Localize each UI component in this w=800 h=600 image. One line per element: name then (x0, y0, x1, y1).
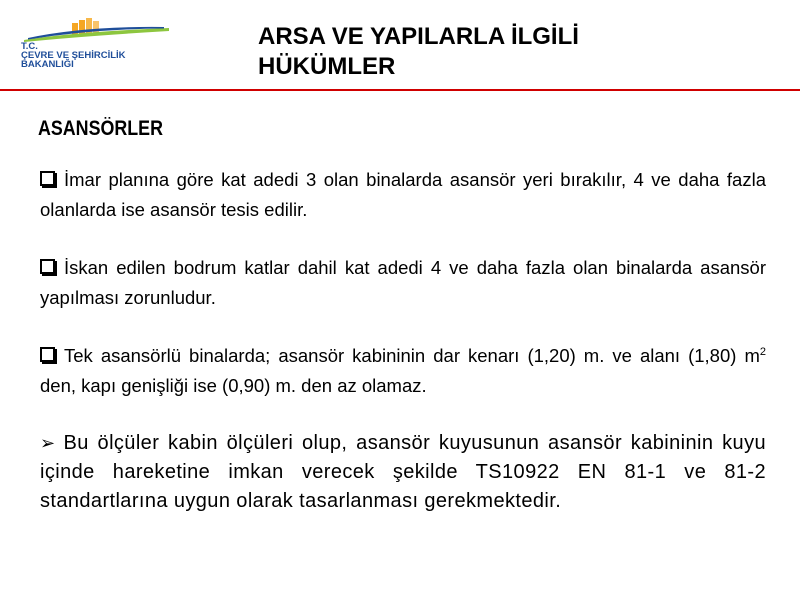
list-item-text: Bu ölçüler kabin ölçüleri olup, asansör kuyusunun asansör kabininin kuyu içinde hareketine imkan verecek şekilde TS10922 EN 81-1 ve 81-2 standartlarına uygun olarak tasarlanması gerekmektedir. (40, 432, 766, 512)
section-heading: ASANSÖRLER (38, 117, 163, 140)
arrow-bullet-icon: ➢ (40, 433, 56, 453)
logo-line-1: T.C. (21, 41, 38, 52)
list-item-text: İskan edilen bodrum katlar dahil kat adedi 4 ve daha fazla olan binalarda asansör yapılması zorunludur. (40, 257, 766, 308)
content-body (40, 165, 766, 512)
logo-line-3: BAKANLIĞI (21, 59, 74, 70)
checkbox-bullet-icon (40, 347, 55, 362)
list-item (40, 429, 766, 516)
list-item (40, 165, 766, 225)
title-divider (0, 89, 800, 91)
checkbox-bullet-icon (40, 171, 55, 186)
slide-title (258, 22, 758, 82)
superscript-exponent: 2 (759, 345, 766, 358)
ministry-logo (14, 14, 174, 74)
list-item (40, 253, 766, 313)
list-item-text: İmar planına göre kat adedi 3 olan binalarda asansör yeri bırakılır, 4 ve daha fazla olanlarda ise asansör tesis edilir. (40, 169, 766, 220)
list-item-text: Tek asansörlü binalarda; asansör kabininin dar kenarı (1,20) m. ve alanı (1,80) m (64, 345, 760, 366)
logo-line-2: ÇEVRE VE ŞEHİRCİLİK (21, 50, 126, 61)
slide-title-line-1: ARSA VE YAPILARLA İLGİLİ (258, 23, 579, 50)
logo-text (21, 42, 181, 69)
list-item (40, 341, 766, 401)
slide-title-line-2: HÜKÜMLER (258, 53, 396, 80)
list-item-text-continued: den, kapı genişliği ise (0,90) m. den az olamaz. (40, 375, 427, 396)
logo-emblem-icon (14, 14, 174, 44)
checkbox-bullet-icon (40, 259, 55, 274)
